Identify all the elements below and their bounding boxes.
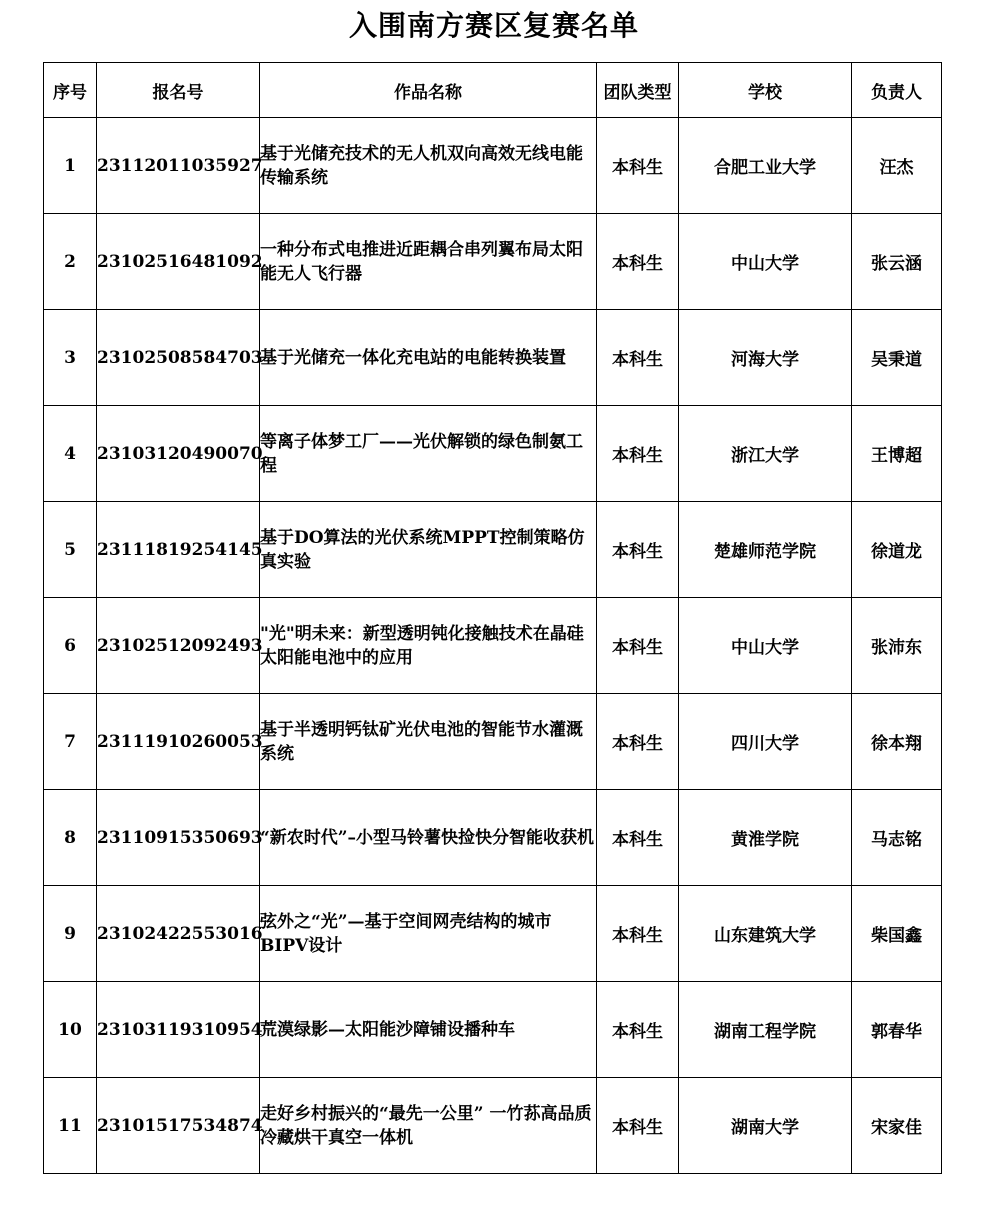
cell-seq: 8 (44, 790, 97, 886)
column-header-registration: 报名号 (97, 63, 260, 118)
cell-team-type: 本科生 (597, 406, 679, 502)
cell-school: 湖南大学 (679, 1078, 852, 1174)
cell-team-type: 本科生 (597, 694, 679, 790)
cell-seq: 3 (44, 310, 97, 406)
cell-registration: 23102422553016 (97, 886, 260, 982)
cell-team-type: 本科生 (597, 886, 679, 982)
cell-team-type: 本科生 (597, 1078, 679, 1174)
cell-leader: 徐道龙 (852, 502, 942, 598)
cell-team-type: 本科生 (597, 598, 679, 694)
table-body (44, 118, 942, 1174)
cell-work-name: 基于光储充技术的无人机双向高效无线电能传输系统 (260, 118, 597, 214)
cell-leader: 汪杰 (852, 118, 942, 214)
table-header-row (44, 63, 942, 118)
cell-seq: 5 (44, 502, 97, 598)
cell-registration: 23111910260053 (97, 694, 260, 790)
cell-work-name: 基于半透明钙钛矿光伏电池的智能节水灌溉系统 (260, 694, 597, 790)
cell-school: 浙江大学 (679, 406, 852, 502)
cell-registration: 23112011035927 (97, 118, 260, 214)
cell-work-name: “新农时代”–小型马铃薯快捡快分智能收获机 (260, 790, 597, 886)
cell-leader: 郭春华 (852, 982, 942, 1078)
cell-leader: 柴国鑫 (852, 886, 942, 982)
cell-seq: 10 (44, 982, 97, 1078)
table-row (44, 886, 942, 982)
table-row (44, 982, 942, 1078)
cell-school: 山东建筑大学 (679, 886, 852, 982)
cell-team-type: 本科生 (597, 310, 679, 406)
cell-team-type: 本科生 (597, 982, 679, 1078)
table-row (44, 1078, 942, 1174)
cell-work-name: 一种分布式电推进近距耦合串列翼布局太阳能无人飞行器 (260, 214, 597, 310)
table-row (44, 502, 942, 598)
cell-seq: 1 (44, 118, 97, 214)
cell-team-type: 本科生 (597, 118, 679, 214)
cell-team-type: 本科生 (597, 502, 679, 598)
cell-registration: 23102512092493 (97, 598, 260, 694)
cell-seq: 11 (44, 1078, 97, 1174)
cell-registration: 23102516481092 (97, 214, 260, 310)
cell-leader: 张云涵 (852, 214, 942, 310)
cell-registration: 23103120490070 (97, 406, 260, 502)
column-header-seq: 序号 (44, 63, 97, 118)
column-header-work: 作品名称 (260, 63, 597, 118)
cell-school: 黄淮学院 (679, 790, 852, 886)
cell-registration: 23111819254145 (97, 502, 260, 598)
cell-work-name: "光"明未来：新型透明钝化接触技术在晶硅太阳能电池中的应用 (260, 598, 597, 694)
cell-seq: 7 (44, 694, 97, 790)
cell-registration: 23102508584703 (97, 310, 260, 406)
cell-school: 中山大学 (679, 598, 852, 694)
cell-leader: 吴秉道 (852, 310, 942, 406)
cell-school: 四川大学 (679, 694, 852, 790)
column-header-school: 学校 (679, 63, 852, 118)
column-header-leader: 负责人 (852, 63, 942, 118)
cell-work-name: 走好乡村振兴的“最先一公里” 一竹荪高品质冷藏烘干真空一体机 (260, 1078, 597, 1174)
table-row (44, 406, 942, 502)
column-header-team-type: 团队类型 (597, 63, 679, 118)
cell-work-name: 等离子体梦工厂——光伏解锁的绿色制氨工程 (260, 406, 597, 502)
cell-seq: 4 (44, 406, 97, 502)
cell-leader: 马志铭 (852, 790, 942, 886)
cell-seq: 6 (44, 598, 97, 694)
cell-school: 楚雄师范学院 (679, 502, 852, 598)
cell-leader: 王博超 (852, 406, 942, 502)
cell-work-name: 基于光储充一体化充电站的电能转换装置 (260, 310, 597, 406)
table-row (44, 694, 942, 790)
finalist-table (43, 62, 942, 1174)
table-row (44, 118, 942, 214)
cell-team-type: 本科生 (597, 790, 679, 886)
cell-school: 中山大学 (679, 214, 852, 310)
cell-work-name: 荒漠绿影—太阳能沙障铺设播种车 (260, 982, 597, 1078)
page-title: 入围南方赛区复赛名单 (348, 9, 639, 42)
cell-team-type: 本科生 (597, 214, 679, 310)
table-row (44, 790, 942, 886)
cell-leader: 徐本翔 (852, 694, 942, 790)
table-row (44, 310, 942, 406)
cell-work-name: 弦外之“光”—基于空间网壳结构的城市BIPV设计 (260, 886, 597, 982)
cell-seq: 2 (44, 214, 97, 310)
table-row (44, 214, 942, 310)
cell-school: 河海大学 (679, 310, 852, 406)
table-row (44, 598, 942, 694)
cell-school: 湖南工程学院 (679, 982, 852, 1078)
cell-registration: 23110915350693 (97, 790, 260, 886)
cell-registration: 23101517534874 (97, 1078, 260, 1174)
cell-work-name: 基于DO算法的光伏系统MPPT控制策略仿真实验 (260, 502, 597, 598)
cell-seq: 9 (44, 886, 97, 982)
cell-leader: 宋家佳 (852, 1078, 942, 1174)
cell-school: 合肥工业大学 (679, 118, 852, 214)
cell-registration: 23103119310954 (97, 982, 260, 1078)
cell-leader: 张沛东 (852, 598, 942, 694)
